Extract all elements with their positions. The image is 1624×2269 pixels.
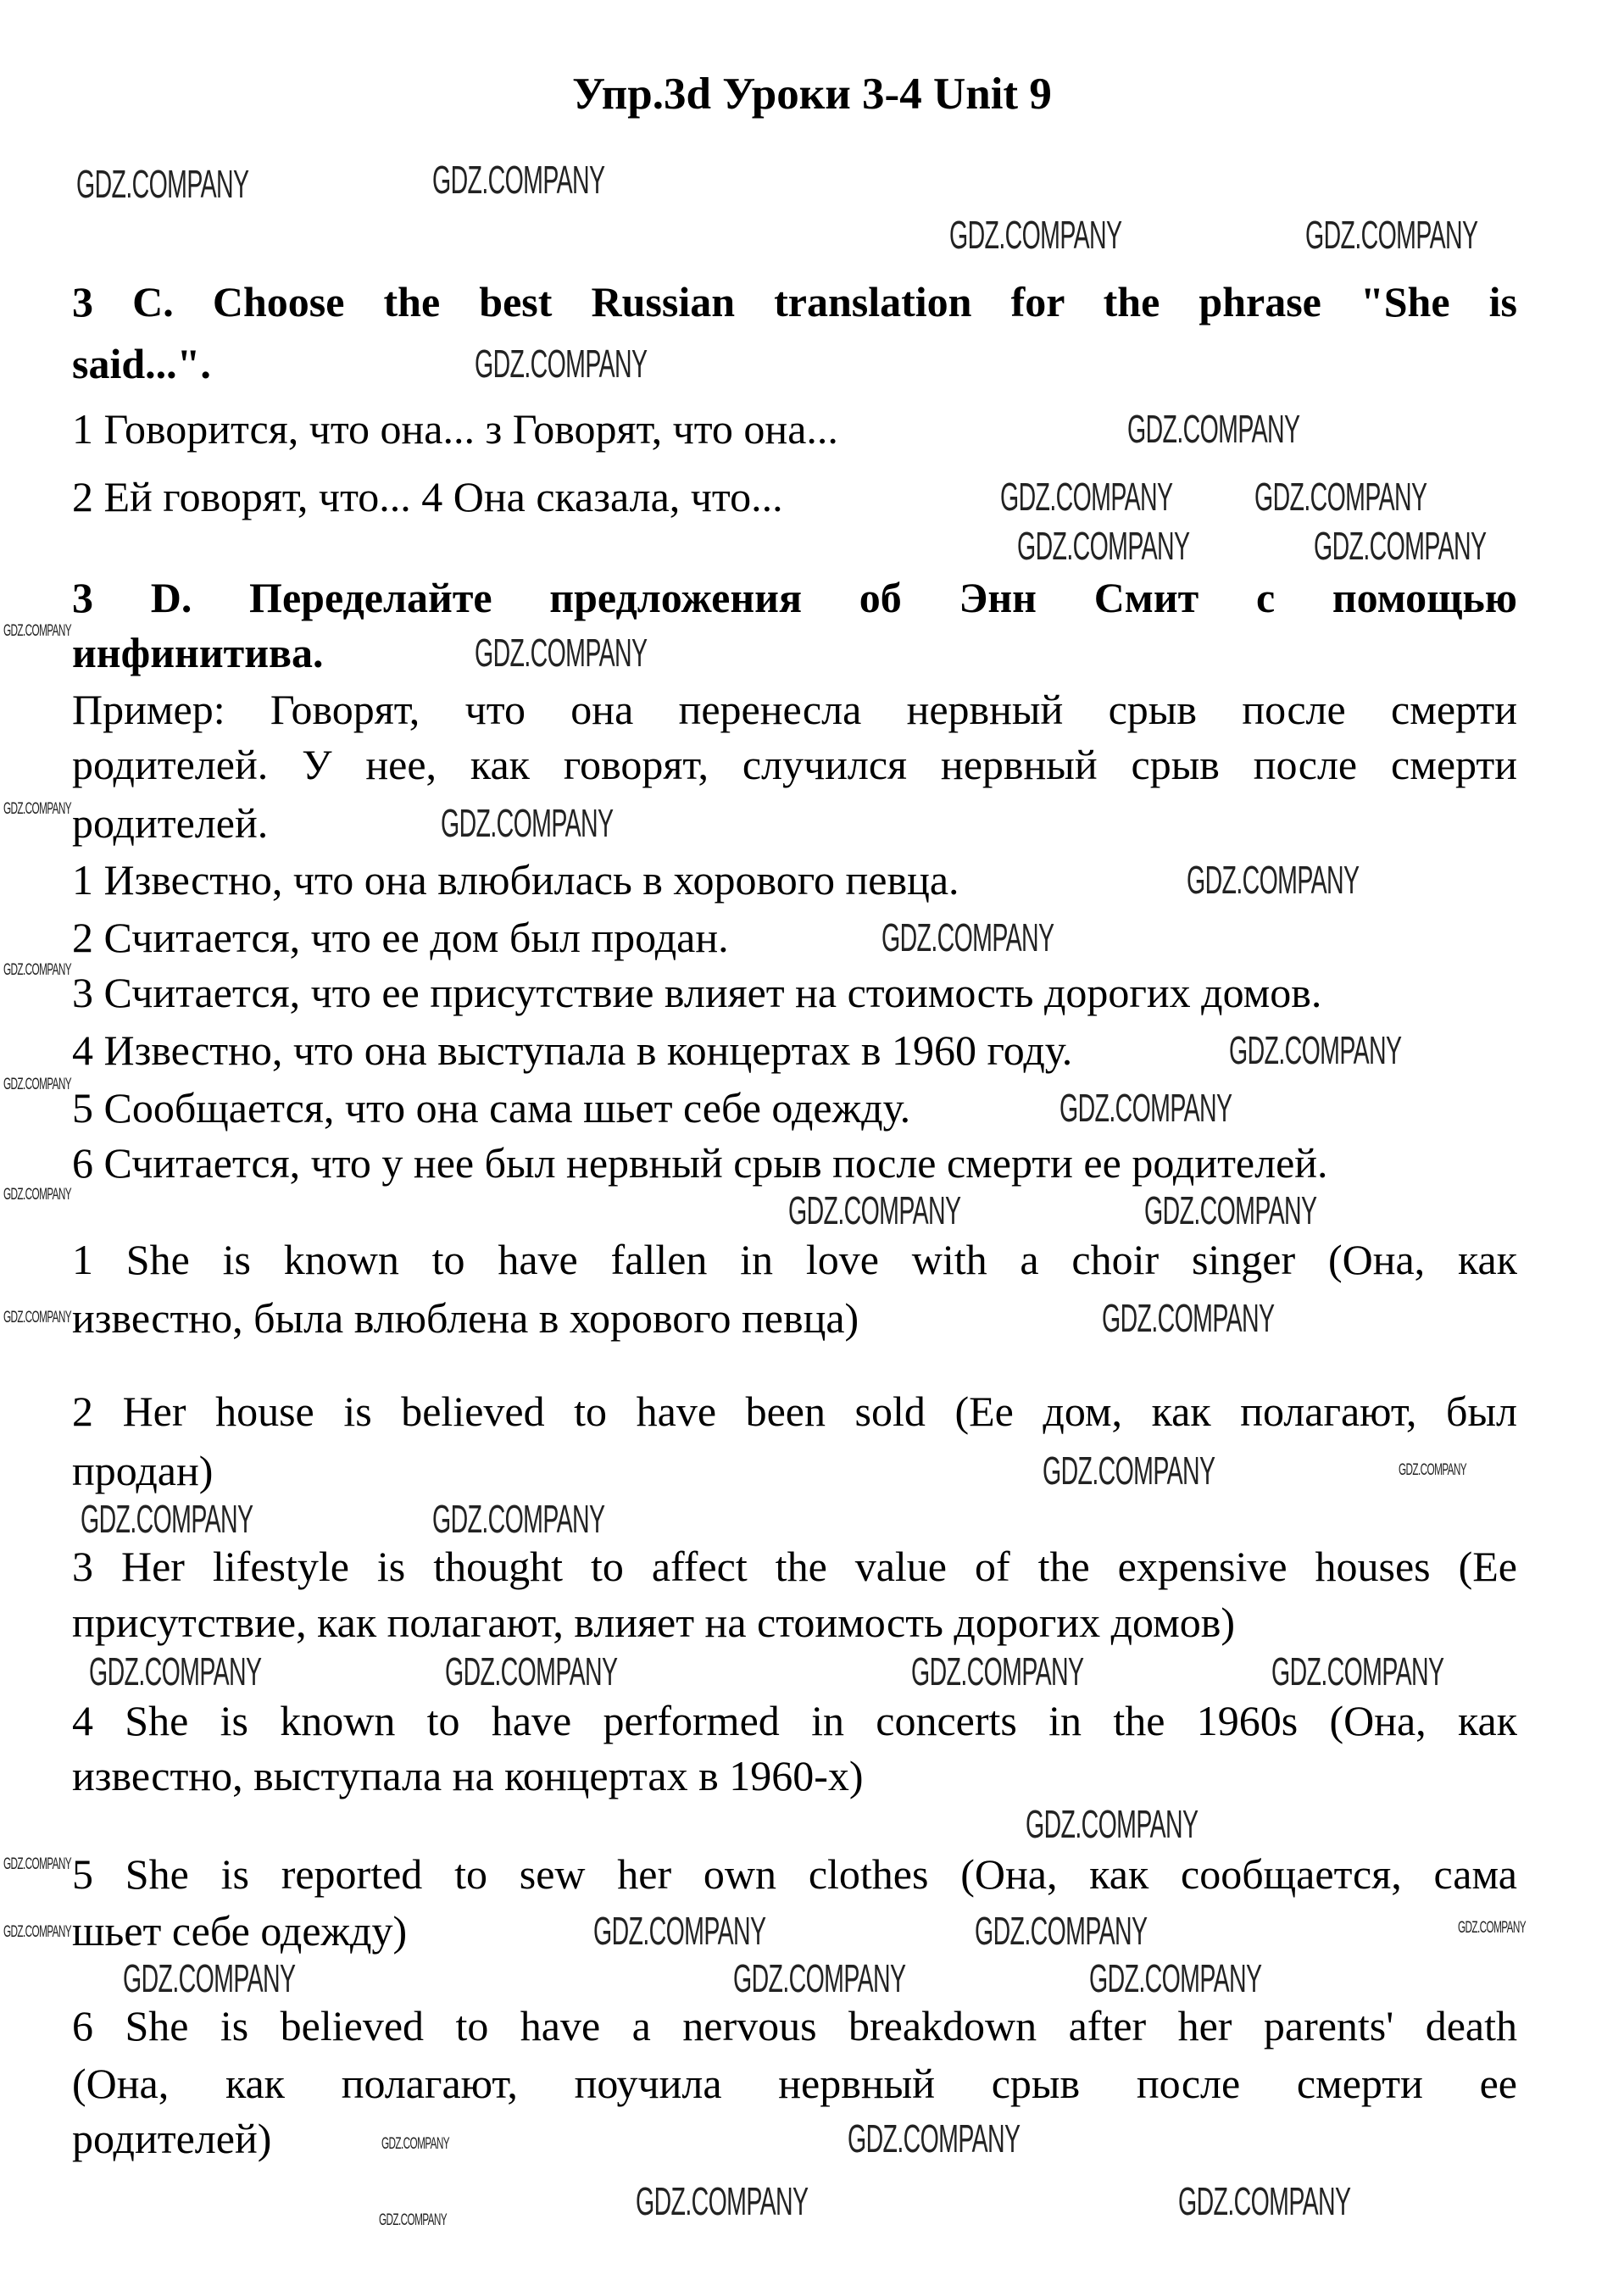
watermark-text: GDZ.COMPANY <box>949 213 1122 257</box>
watermark-text: GDZ.COMPANY <box>3 961 72 979</box>
watermark-text: GDZ.COMPANY <box>475 342 648 386</box>
watermark-text: GDZ.COMPANY <box>3 1855 72 1873</box>
watermark-text: GDZ.COMPANY <box>379 2211 448 2229</box>
watermark-text: GDZ.COMPANY <box>1254 475 1427 519</box>
watermark-text: GDZ.COMPANY <box>882 915 1054 959</box>
watermark-text: GDZ.COMPANY <box>445 1649 618 1693</box>
watermark-text: GDZ.COMPANY <box>1017 524 1190 568</box>
section-c-heading: 3 C. Choose the best Russian translation for the phrase "She is <box>72 278 1517 325</box>
watermark-text: GDZ.COMPANY <box>1229 1028 1402 1072</box>
answer-line: 4 She is known to have performed in concerts in the 1960s (Она, как <box>72 1697 1517 1744</box>
page-title: Упр.3d Уроки 3-4 Unit 9 <box>572 70 1052 119</box>
section-d-heading: 3 D. Переделайте предложения об Энн Смит с помощью <box>72 574 1517 621</box>
task-item: 4 Известно, что она выступала в концертах в 1960 году. <box>72 1026 1073 1074</box>
watermark-text: GDZ.COMPANY <box>593 1909 766 1953</box>
watermark-text: GDZ.COMPANY <box>975 1909 1148 1953</box>
answer-line: 6 She is believed to have a nervous breakdown after her parents' death <box>72 2002 1517 2049</box>
answer-line: 2 Her house is believed to have been sold (Ее дом, как полагают, был <box>72 1388 1517 1435</box>
answer-line: 5 She is reported to sew her own clothes (Она, как сообщается, сама <box>72 1850 1517 1898</box>
watermark-text: GDZ.COMPANY <box>636 2179 809 2223</box>
watermark-text: GDZ.COMPANY <box>76 162 249 206</box>
answer-line: 1 She is known to have fallen in love with a choir singer (Она, как <box>72 1236 1517 1283</box>
watermark-text: GDZ.COMPANY <box>1102 1296 1275 1340</box>
section-c-option: 2 Ей говорят, что... 4 Она сказала, что... <box>72 473 783 520</box>
answer-line: родителей) <box>72 2115 272 2162</box>
watermark-text: GDZ.COMPANY <box>1314 524 1487 568</box>
watermark-text: GDZ.COMPANY <box>81 1497 253 1541</box>
example-line: родителей. <box>72 799 269 847</box>
watermark-text: GDZ.COMPANY <box>1178 2179 1351 2223</box>
watermark-text: GDZ.COMPANY <box>3 800 72 818</box>
answer-line: продан) <box>72 1447 214 1494</box>
watermark-text: GDZ.COMPANY <box>788 1188 961 1232</box>
watermark-text: GDZ.COMPANY <box>1000 475 1173 519</box>
watermark-text: GDZ.COMPANY <box>475 631 648 675</box>
answer-line: известно, была влюблена в хорового певца) <box>72 1294 859 1342</box>
task-item: 2 Считается, что ее дом был продан. <box>72 914 729 961</box>
answer-line: 3 Her lifestyle is thought to affect the value of the expensive houses (Ее <box>72 1543 1517 1590</box>
watermark-text: GDZ.COMPANY <box>1271 1649 1444 1693</box>
watermark-text: GDZ.COMPANY <box>1187 858 1360 902</box>
watermark-text: GDZ.COMPANY <box>733 1956 906 2000</box>
answer-line: присутствие, как полагают, влияет на стоимость дорогих домов) <box>72 1599 1235 1646</box>
watermark-text: GDZ.COMPANY <box>3 1923 72 1941</box>
watermark-text: GDZ.COMPANY <box>1043 1449 1215 1493</box>
watermark-text: GDZ.COMPANY <box>381 2135 450 2153</box>
answer-line: шьет себе одежду) <box>72 1907 408 1955</box>
watermark-text: GDZ.COMPANY <box>1144 1188 1317 1232</box>
watermark-text: GDZ.COMPANY <box>1305 213 1478 257</box>
section-c-heading: said...". <box>72 340 211 387</box>
watermark-text: GDZ.COMPANY <box>911 1649 1084 1693</box>
watermark-text: GDZ.COMPANY <box>1458 1919 1527 1937</box>
section-c-option: 1 Говорится, что она... з Говорят, что она... <box>72 405 838 453</box>
watermark-text: GDZ.COMPANY <box>432 158 605 202</box>
task-item: 6 Считается, что у нее был нервный срыв после смерти ее родителей. <box>72 1139 1328 1187</box>
watermark-text: GDZ.COMPANY <box>3 622 72 640</box>
watermark-text: GDZ.COMPANY <box>432 1497 605 1541</box>
task-item: 3 Считается, что ее присутствие влияет на стоимость дорогих домов. <box>72 969 1322 1016</box>
section-d-heading: инфинитива. <box>72 629 324 676</box>
task-item: 1 Известно, что она влюбилась в хорового певца. <box>72 856 959 904</box>
watermark-text: GDZ.COMPANY <box>3 1076 72 1093</box>
watermark-text: GDZ.COMPANY <box>3 1309 72 1326</box>
answer-line: (Она, как полагают, поучила нервный срыв после смерти ее <box>72 2060 1517 2107</box>
watermark-text: GDZ.COMPANY <box>1089 1956 1262 2000</box>
task-item: 5 Сообщается, что она сама шьет себе одежду. <box>72 1084 911 1132</box>
example-line: Пример: Говорят, что она перенесла нервный срыв после смерти <box>72 686 1517 733</box>
watermark-text: GDZ.COMPANY <box>1026 1802 1199 1846</box>
watermark-text: GDZ.COMPANY <box>848 2116 1021 2161</box>
watermark-text: GDZ.COMPANY <box>89 1649 262 1693</box>
watermark-text: GDZ.COMPANY <box>441 801 614 845</box>
watermark-text: GDZ.COMPANY <box>1127 407 1300 451</box>
watermark-text: GDZ.COMPANY <box>123 1956 296 2000</box>
watermark-text: GDZ.COMPANY <box>1399 1461 1467 1479</box>
answer-line: известно, выступала на концертах в 1960-х) <box>72 1752 864 1799</box>
watermark-text: GDZ.COMPANY <box>1059 1086 1232 1130</box>
example-line: родителей. У нее, как говорят, случился нервный срыв после смерти <box>72 741 1517 788</box>
watermark-text: GDZ.COMPANY <box>3 1186 72 1204</box>
